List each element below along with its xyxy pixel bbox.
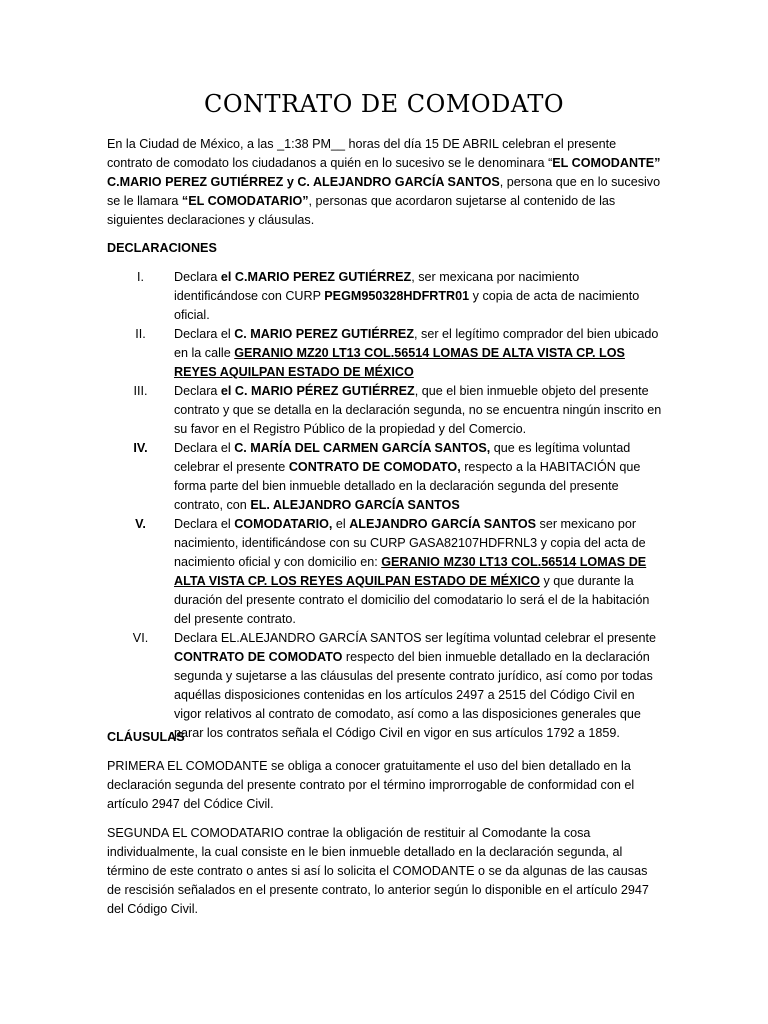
bold-run: C. MARÍA DEL CARMEN GARCÍA SANTOS, <box>234 441 491 455</box>
intro-bold-comodatario: “EL COMODATARIO” <box>181 194 309 208</box>
bold-run: C. MARIO PEREZ GUTIÉRREZ <box>234 327 415 341</box>
text-run: Declara el <box>174 327 235 341</box>
text-run: respecto a la HABITACIÓN que forma parte del bien inmueble detallado en la declaración segunda del presente contrato, con <box>174 460 641 512</box>
underlined-address: GERANIO MZ20 LT13 COL.56514 LOMAS DE ALTA VISTA CP. LOS REYES AQUILPAN ESTADO DE MÉXICO <box>174 346 625 379</box>
bold-run: CONTRATO DE COMODATO, <box>288 460 461 474</box>
clausulas-heading: CLÁUSULAS <box>107 730 185 744</box>
clausula-primera: PRIMERA EL COMODANTE se obliga a conocer gratuitamente el uso del bien detallado en la declaración segunda del presente contrato por el término improrrogable de conformidad con el artículo 2947 del Códice Civil. <box>107 759 635 811</box>
declaracion-number: VI. <box>132 631 149 645</box>
text-run: que es legítima voluntad celebrar el presente <box>174 441 631 474</box>
bold-run: EL. ALEJANDRO GARCÍA SANTOS <box>250 498 460 512</box>
bold-run: CONTRATO DE COMODATO <box>174 650 343 664</box>
declaracion-item <box>107 268 663 325</box>
text-run: , que el bien inmueble objeto del presente contrato y que se detalla en la declaración segunda, no se encuentra ningún inscrito en su favor en el Registro Público de la propiedad y del Comercio. <box>174 384 662 436</box>
text-run: ser mexicano por nacimiento, identificándose con su CURP GASA82107HDFRNL3 y copia del acta de nacimiento oficial y con domicilio en: <box>174 517 646 569</box>
declaracion-item <box>107 382 663 439</box>
declaracion-text <box>174 515 663 629</box>
intro-text-1: En la Ciudad de México, a las _1:38 PM__ horas del día 15 DE ABRIL celebran el presente contrato de comodato los ciudadanos a quién en lo sucesivo se le denominara “ <box>107 137 617 170</box>
declaracion-number: II. <box>135 327 146 341</box>
text-run: Declara <box>174 384 221 398</box>
underlined-address: GERANIO MZ30 LT13 COL.56514 LOMAS DE ALTA VISTA CP. LOS REYES AQUILPAN ESTADO DE MÉXICO <box>174 555 647 588</box>
bold-run: ALEJANDRO GARCÍA SANTOS <box>349 517 537 531</box>
declaracion-item <box>107 515 663 629</box>
declaracion-item <box>107 325 663 382</box>
text-run: Declara el <box>174 441 235 455</box>
text-run: Declara el <box>174 517 235 531</box>
intro-paragraph <box>107 135 663 230</box>
bold-run: el C.MARIO PEREZ GUTIÉRREZ <box>220 270 412 284</box>
text-run: , ser el legítimo comprador del bien ubicado en la calle <box>174 327 659 360</box>
bold-run: PEGM950328HDFRTR01 <box>324 289 470 303</box>
intro-text-2: , persona que en lo sucesivo se le llamara <box>107 175 661 208</box>
document-title: CONTRATO DE COMODATO <box>203 90 565 118</box>
declaraciones-heading: DECLARACIONES <box>107 241 217 255</box>
declaracion-number: III. <box>133 384 148 398</box>
text-run: y copia de acta de nacimiento oficial. <box>174 289 640 322</box>
declaracion-text <box>174 439 663 515</box>
declaracion-text <box>174 268 663 325</box>
text-run: Declara EL.ALEJANDRO GARCÍA SANTOS ser legítima voluntad celebrar el presente <box>174 631 657 645</box>
bold-run: COMODATARIO, <box>234 517 333 531</box>
declaracion-item <box>107 439 663 515</box>
declaracion-text <box>174 325 663 382</box>
declaracion-text <box>174 382 663 439</box>
intro-bold-parties: EL COMODANTE” C.MARIO PEREZ GUTIÉRREZ y C. ALEJANDRO GARCÍA SANTOS <box>107 156 661 189</box>
text-run: respecto del bien inmueble detallado en la declaración segunda y sujetarse a las cláusulas del presente contrato jurídico, así como por todas aquéllas disposiciones contenidas en los artículos 2497 a 2515 del Código Civil en vigor relativos al contrato de comodato, así como a las disposiciones generales que parar los contratos señala el Código Civil en vigor en sus artículos 1792 a 1859. <box>174 650 653 740</box>
declaracion-number: I. <box>137 270 144 284</box>
text-run: Declara <box>174 270 221 284</box>
declaracion-text <box>174 629 663 743</box>
text-run: , ser mexicana por nacimiento identificándose con CURP <box>174 270 580 303</box>
clausula-segunda: SEGUNDA EL COMODATARIO contrae la obligación de restituir al Comodante la cosa individualmente, la cual consiste en le bien inmueble detallado en la declaración segunda, al término de este contrato o antes si así lo solicita el COMODANTE o se da algunas de las causas de rescisión señalados en el presente contrato, lo anterior según lo disponible en el artículo 2947 del Código Civil. <box>107 826 649 916</box>
intro-text-3: , personas que acordaron sujetarse al contenido de las siguientes declaraciones y cláusulas. <box>107 194 616 227</box>
text-run: y que durante la duración del presente contrato el domicilio del comodatario lo será el de la habitación del presente contrato. <box>174 574 650 626</box>
text-run: el <box>332 517 350 531</box>
bold-run: el C. MARIO PÉREZ GUTIÉRREZ <box>220 384 415 398</box>
declaracion-item <box>107 629 663 743</box>
declaraciones-list <box>107 268 663 743</box>
declaracion-number: V. <box>135 517 146 531</box>
declaracion-number: IV. <box>133 441 148 455</box>
